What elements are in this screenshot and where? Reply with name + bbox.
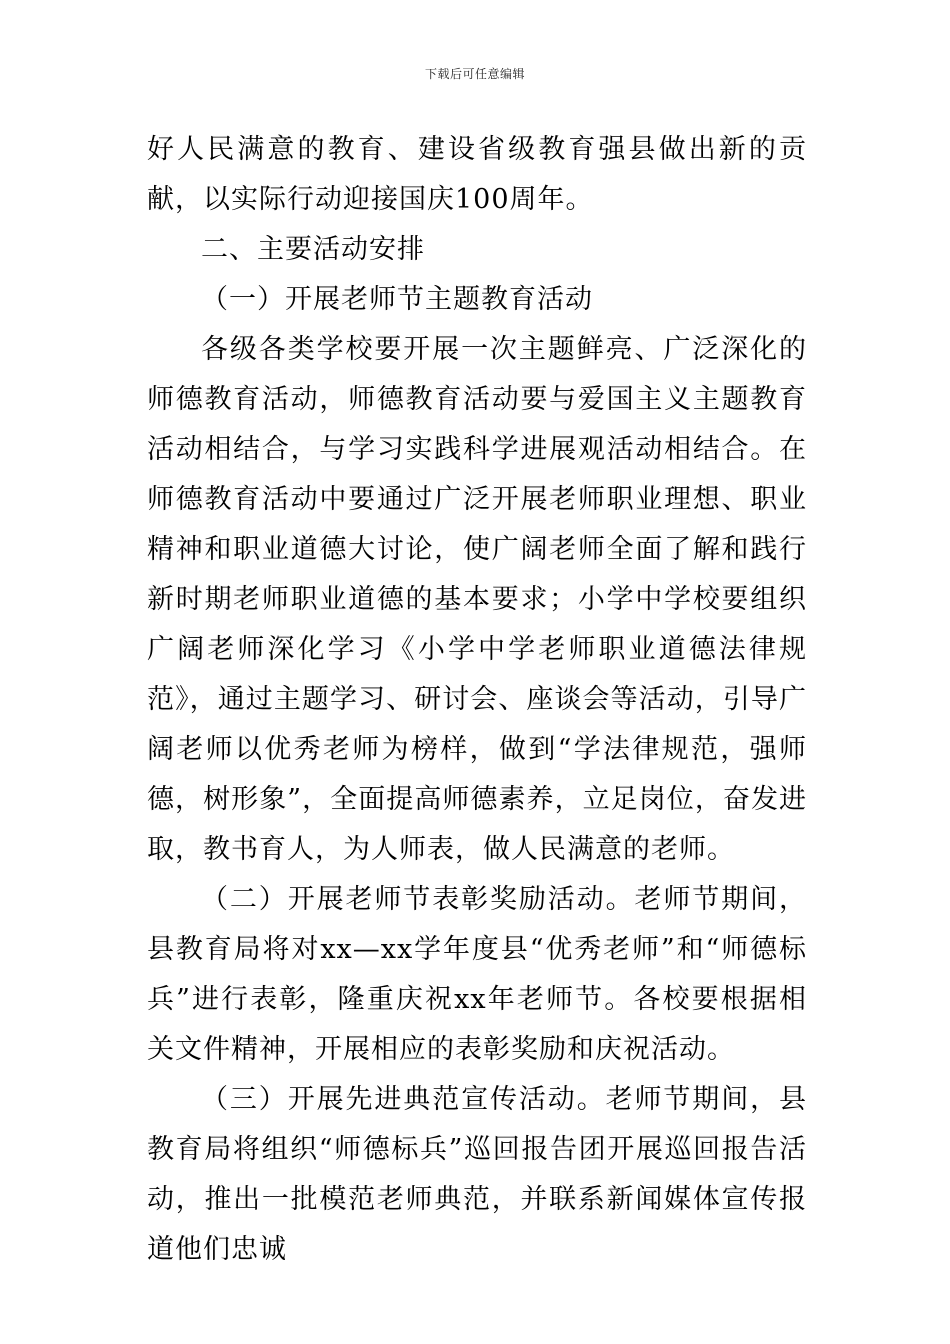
section-heading: 二、主要活动安排 <box>201 234 425 265</box>
paragraph-continuation: 好人民满意的教育、建设省级教育强县做出新的贡献，以实际行动迎接国庆100周年。 <box>147 134 807 215</box>
page-header: 下载后可任意编辑 <box>424 67 525 81</box>
paragraph-teacher-ethics: 各级各类学校要开展一次主题鲜亮、广泛深化的师德教育活动，师德教育活动要与爱国主义主题教育活动相结合，与学习实践科学进展观活动相结合。在师德教育活动中要通过广泛开展老师职业理想、职业精神和职业道德大讨论，使广阔老师全面了解和践行新时期老师职业道德的基本要求；小学中学校要组织广阔老师深化学习《小学中学老师职业道德法律规范》，通过主题学习、研讨会、座谈会等活动，引导广阔老师以优秀老师为榜样，做到“学法律规范，强师德，树形象”，全面提高师德素养，立足岗位，奋发进取，教书育人，为人师表，做人民满意的老师。 <box>147 334 807 865</box>
subsection-heading: （一）开展老师节主题教育活动 <box>201 284 593 315</box>
document-body <box>147 125 807 1275</box>
paragraph-publicity: （三）开展先进典范宣传活动。老师节期间，县教育局将组织“师德标兵”巡回报告团开展巡回报告活动，推出一批模范老师典范，并联系新闻媒体宣传报道他们忠诚 <box>147 1084 807 1265</box>
paragraph-awards: （二）开展老师节表彰奖励活动。老师节期间，县教育局将对xx—xx学年度县“优秀老师”和“师德标兵”进行表彰，隆重庆祝xx年老师节。各校要根据相关文件精神，开展相应的表彰奖励和庆祝活动。 <box>147 884 807 1065</box>
